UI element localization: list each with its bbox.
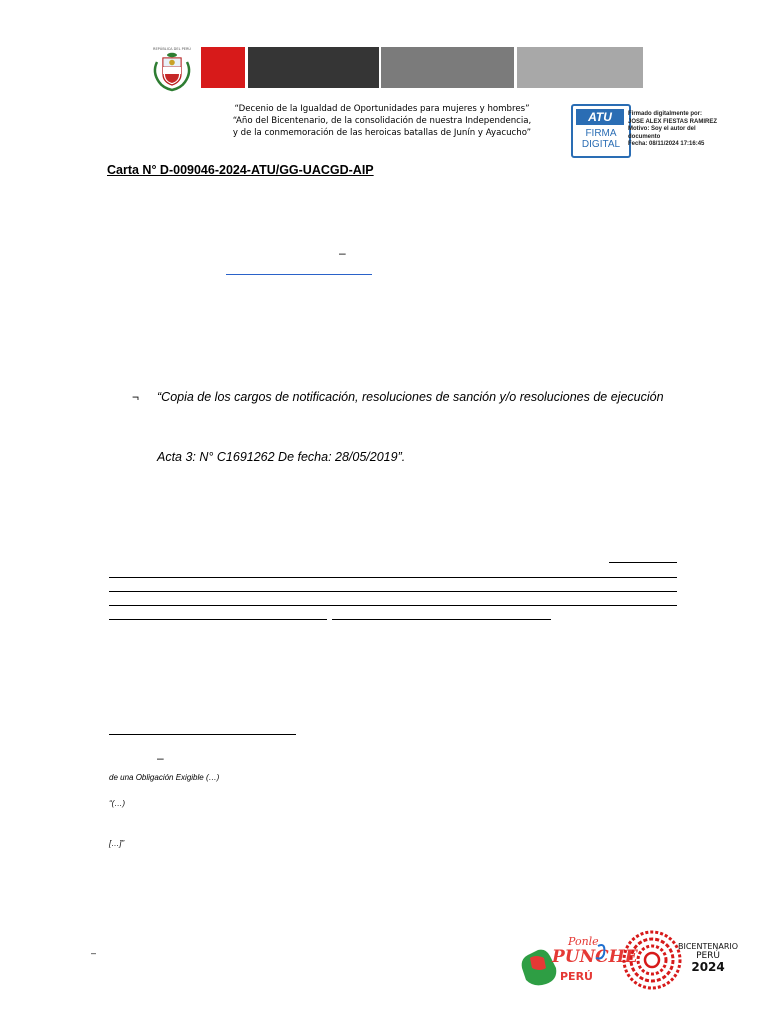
atu-logo: ATU <box>576 109 624 125</box>
signature-line: Firmado digitalmente por: <box>628 111 703 117</box>
peru-label: PERÚ <box>696 951 721 961</box>
peru-text: PERÚ <box>560 970 593 983</box>
footnote-line-3: […]” <box>109 839 125 848</box>
signer-name: JOSE ALEX FIESTAS RAMIREZ <box>628 118 718 125</box>
header-bar-dark <box>248 47 379 88</box>
footer-dash: – <box>91 948 97 958</box>
signature-details <box>628 111 738 149</box>
signature-line: Motivo: Soy el autor del <box>628 126 696 133</box>
motto-line-3: y de la conmemoración de las heroicas batallas de Junín y Ayacucho” <box>232 128 532 138</box>
motto-line-2: “Año del Bicentenario, de la consolidación de nuestra Independencia, <box>232 116 532 126</box>
firma-digital-label <box>573 128 629 150</box>
header-mottos <box>232 103 532 139</box>
national-coat-of-arms <box>149 44 195 92</box>
year-label: 2024 <box>691 960 725 974</box>
underline-rule <box>609 562 677 563</box>
footnote-separator <box>109 734 296 735</box>
underline-rule <box>109 619 327 620</box>
punche-text: PUNCHE <box>552 947 638 967</box>
signature-line: documento <box>628 133 661 140</box>
signature-date: Fecha: 08/11/2024 17:16:45 <box>628 141 705 148</box>
quote-line-1: “Copia de los cargos de notificación, resoluciones de sanción y/o resoluciones de ejecución <box>157 390 664 404</box>
bicentenario-label: BICENTENARIO <box>678 942 739 951</box>
quote-line-2: Acta 3: N° C1691262 De fecha: 28/05/2019”. <box>157 450 406 464</box>
link-underline[interactable] <box>226 274 372 275</box>
footnote-line-2: “(…) <box>109 799 125 808</box>
underline-rule <box>332 619 551 620</box>
digital-signature-stamp <box>571 104 631 158</box>
header-bar-red <box>201 47 245 88</box>
letter-number: Carta N° D-009046-2024-ATU/GG-UACGD-AIP <box>107 163 374 177</box>
ponle-text: Ponle <box>568 935 599 948</box>
header-bar-mid <box>381 47 514 88</box>
underline-rule <box>109 577 677 578</box>
header-bar-light <box>517 47 643 88</box>
footnote-line-1: de una Obligación Exigible (…) <box>109 773 220 782</box>
firma-label: FIRMA <box>585 128 617 139</box>
dash-mark: – <box>339 246 346 260</box>
bullet-icon: ¬ <box>132 390 140 404</box>
bicentenario-text <box>678 942 738 974</box>
motto-line-1: “Decenio de la Igualdad de Oportunidades para mujeres y hombres” <box>234 104 530 114</box>
underline-rule <box>109 591 677 592</box>
dash-mark: – <box>157 751 164 765</box>
underline-rule <box>109 605 677 606</box>
svg-text:REPÚBLICA DEL PERÚ: REPÚBLICA DEL PERÚ <box>153 47 191 51</box>
digital-label: DIGITAL <box>581 139 621 150</box>
